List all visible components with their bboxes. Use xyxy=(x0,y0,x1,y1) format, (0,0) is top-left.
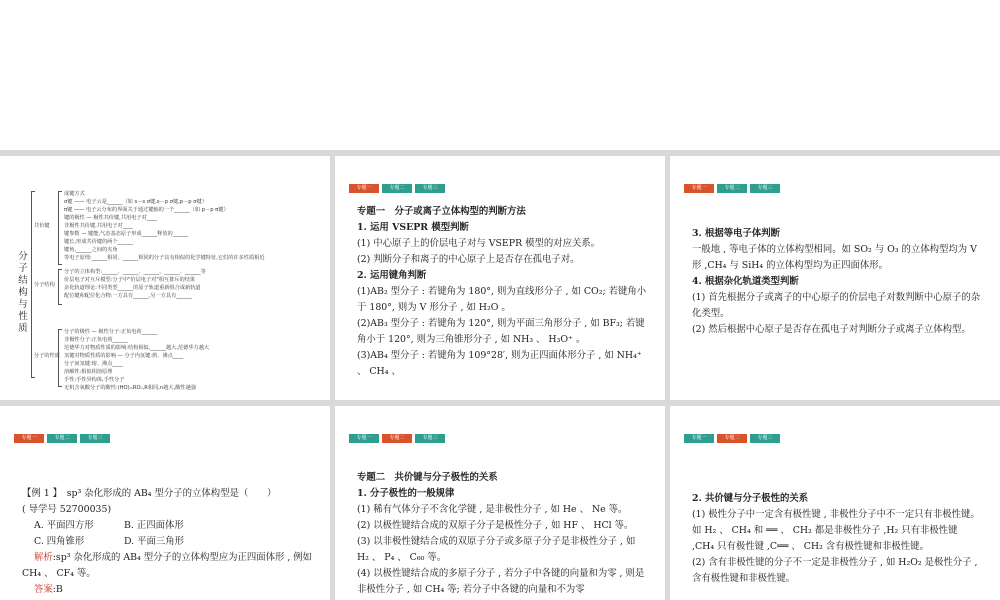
title-char: 子 xyxy=(18,263,28,274)
mind-map-item: π键 —— 电子云分布的界面关于通过键轴的一个______（如 p－p π键） xyxy=(64,207,229,213)
text-line: 1. 分子极性的一般规律 xyxy=(357,488,455,499)
slide-2-topic-1[interactable] xyxy=(335,156,665,400)
topic-tabs xyxy=(349,184,445,193)
tab-topic-2[interactable]: 专题二 xyxy=(382,434,412,443)
mind-map-item: 键的极性 — 极性共价键,共用电子对____ xyxy=(64,215,158,221)
tab-topic-3[interactable]: 专题三 xyxy=(415,434,445,443)
text-line: (1) 稀有气体分子不含化学键 , 是非极性分子 , 如 He 、 Ne 等。 xyxy=(357,504,628,515)
text-line: (1)AB₂ 型分子 : 若键角为 180°, 则为直线形分子 , 如 CO₂; 若键角小于 180°, 则为 V 形分子 , 如 H₂O 。 xyxy=(357,286,647,313)
topic-tabs xyxy=(14,434,110,443)
mind-map-item: 配位键和配位化合物:一方具有______,另一方具有______ xyxy=(64,293,192,299)
tab-topic-3[interactable]: 专题三 xyxy=(750,434,780,443)
slide-6-topic-2-cont[interactable] xyxy=(670,406,1000,600)
text-line: (1) 极性分子中一定含有极性键 , 非极性分子中不一定只有非极性键。如 H₂ 、 CH₄ 和 ══ 、 CH₂ 都是非极性分子 ,H₂ 只有非极性键 ,CH₄ 只有极性键 ,C══ 、 CH₂ 含有极性键和非极性键。 xyxy=(692,509,980,552)
mind-map-item: 无机含氧酸分子的酸性:(HO)ₘROₙ,R相同,n越大,酸性越强 xyxy=(64,385,196,391)
answer-label: 答案 xyxy=(34,584,53,595)
options-row-1 xyxy=(22,518,317,534)
text-line: (3) 以非极性键结合成的双原子分子或多原子分子是非极性分子 , 如 H₂ 、 P₄ 、 C₆₀ 等。 xyxy=(357,536,636,563)
text-line: 2. 运用键角判断 xyxy=(357,270,427,281)
text-line: 4. 根据杂化轨道类型判断 xyxy=(692,276,799,287)
mind-map-item: 分子间氢键:熔、沸点____ xyxy=(64,361,123,367)
mind-map-item: σ键 —— 电子云是______（如 s－s σ键,s－p σ键,p－p σ键） xyxy=(64,199,207,205)
group-bracket xyxy=(58,269,62,305)
answer xyxy=(22,582,317,598)
mind-map-item: 氢键对物质性质的影响 — 分子内氢键:熔、沸点____ xyxy=(64,353,184,359)
text-line: (2) 然后根据中心原子是否存在孤电子对判断分子或离子立体构型。 xyxy=(692,324,971,335)
option-d: D. 平面三角形 xyxy=(124,536,185,547)
slide-5-topic-2[interactable] xyxy=(335,406,665,600)
tab-topic-2[interactable]: 专题二 xyxy=(717,434,747,443)
example-ref: ( 导学号 52700035) xyxy=(22,504,112,515)
tab-topic-1[interactable]: 专题一 xyxy=(684,434,714,443)
mind-map-item: 分子的极性 — 极性分子:正负电荷______ xyxy=(64,329,158,335)
slide-4-example[interactable] xyxy=(0,406,330,600)
tab-topic-3[interactable]: 专题三 xyxy=(80,434,110,443)
title-char: 分 xyxy=(18,251,28,262)
slide-3-topic-1-cont[interactable] xyxy=(670,156,1000,400)
slide-6-text xyxy=(692,491,982,587)
tab-topic-1[interactable]: 专题一 xyxy=(684,184,714,193)
text-line: 专题二 共价键与分子极性的关系 xyxy=(357,472,498,483)
text-line: (2) 以极性键结合成的双原子分子是极性分子 , 如 HF 、 HCl 等。 xyxy=(357,520,634,531)
slide-2-text xyxy=(357,204,647,380)
slide-4-text xyxy=(22,486,317,598)
slide-3-text xyxy=(692,226,982,338)
text-line: 2. 共价键与分子极性的关系 xyxy=(692,493,809,504)
tab-topic-1[interactable]: 专题一 xyxy=(349,184,379,193)
title-char: 结 xyxy=(18,275,28,286)
analysis-text: :sp³ 杂化形成的 AB₄ 型分子的立体构型应为正四面体形 , 例如 CH₄ 、 CF₄ 等。 xyxy=(22,552,313,579)
top-blank-area xyxy=(0,0,1000,150)
mind-map-item: 键参数 — 键能,气态基态原子形成______释放的______ xyxy=(64,231,189,237)
tab-topic-3[interactable]: 专题三 xyxy=(750,184,780,193)
title-char: 质 xyxy=(18,323,28,334)
slide-5-text xyxy=(357,470,647,598)
mind-map-item: 非极性共价键,共用电子对____ xyxy=(64,223,134,229)
option-b: B. 正四面体形 xyxy=(124,520,184,531)
mind-map-item: 成键方式 xyxy=(64,191,85,197)
mind-map-item: 分子的立体构型:______、______、______、______、______等 xyxy=(64,269,206,275)
tab-topic-2[interactable]: 专题二 xyxy=(47,434,77,443)
option-c: C. 四角锥形 xyxy=(34,536,85,547)
text-line: 专题一 分子或离子立体构型的判断方法 xyxy=(357,206,526,217)
mind-map-item: 非极性分子:正负电荷______ xyxy=(64,337,128,343)
option-a: A. 平面四方形 xyxy=(34,520,94,531)
text-line: (1) 中心原子上的价层电子对与 VSEPR 模型的对应关系。 xyxy=(357,238,601,249)
group-label: 分子结构 xyxy=(34,282,55,288)
example-question: 【例 1 】 sp³ 杂化形成的 AB₄ 型分子的立体构型是（ ） xyxy=(22,488,277,499)
slide-1-mind-map[interactable] xyxy=(0,156,330,400)
mind-map-title xyxy=(18,251,28,335)
text-line: (2) 含有非极性键的分子不一定是非极性分子 , 如 H₂O₂ 是极性分子 , 含有极性键和非极性键。 xyxy=(692,557,978,584)
tab-topic-2[interactable]: 专题二 xyxy=(382,184,412,193)
text-line: 一般地 , 等电子体的立体构型相同。如 SO₂ 与 O₃ 的立体构型均为 V 形 ,CH₄ 与 SiH₄ 的立体构型均为正四面体形。 xyxy=(692,244,977,271)
mind-map-item: 溶解性:相似相溶原理 xyxy=(64,369,113,375)
topic-tabs xyxy=(349,434,445,443)
text-line: (1) 首先根据分子或离子的中心原子的价层电子对数判断中心原子的杂化类型。 xyxy=(692,292,981,319)
mind-map-item: 键角,______之间的夹角 xyxy=(64,247,118,253)
options-row-2 xyxy=(22,534,317,550)
mind-map-item: 等电子原理:______相同、______相同的分子具有相似的化学键特征,它们的许多性质相近 xyxy=(64,255,265,261)
title-char: 性 xyxy=(18,311,28,322)
group-bracket xyxy=(58,329,62,387)
text-line: (3)AB₄ 型分子 : 若键角为 109°28′, 则为正四面体形分子 , 如 NH₄⁺ 、 CH₄ 、 xyxy=(357,350,642,377)
group-label: 共价键 xyxy=(34,223,50,229)
title-char: 构 xyxy=(18,287,28,298)
text-line: (2)AB₃ 型分子 : 若键角为 120°, 则为平面三角形分子 , 如 BF₃; 若键角小于 120°, 则为三角锥形分子 , 如 NH₃ 、 H₃O⁺ 。 xyxy=(357,318,645,345)
topic-tabs xyxy=(684,434,780,443)
text-line: (4) 以极性键结合成的多原子分子 , 若分子中各键的向量和为零 , 则是非极性分子 , 如 CH₄ 等; 若分子中各键的向量和不为零 xyxy=(357,568,645,595)
title-char: 与 xyxy=(18,299,28,310)
mind-map-item: 范德华力对物质性质的影响:结构相似,______越大,范德华力越大 xyxy=(64,345,210,351)
text-line: 1. 运用 VSEPR 模型判断 xyxy=(357,222,469,233)
answer-text: :B xyxy=(52,584,63,595)
topic-tabs xyxy=(684,184,780,193)
mind-map-item: 手性:手性异构体,手性分子 xyxy=(64,377,125,383)
text-line: 3. 根据等电子体判断 xyxy=(692,228,781,239)
analysis xyxy=(22,550,317,582)
mind-map-item: 价层电子对互斥模型:分子中"价层电子对"相互排斥的结果 xyxy=(64,277,196,283)
mind-map-item: 杂化轨道理论:不同类型______的原子轨道重新组合成新轨道 xyxy=(64,285,201,291)
text-line: (2) 判断分子和离子的中心原子上是否存在孤电子对。 xyxy=(357,254,580,265)
tab-topic-1[interactable]: 专题一 xyxy=(14,434,44,443)
group-bracket xyxy=(58,191,62,265)
analysis-label: 解析 xyxy=(34,552,53,563)
group-label: 分子的性质 xyxy=(34,353,60,359)
mind-map-item: 键长,形成共价键的两个______ xyxy=(64,239,134,245)
tab-topic-1[interactable]: 专题一 xyxy=(349,434,379,443)
tab-topic-2[interactable]: 专题二 xyxy=(717,184,747,193)
tab-topic-3[interactable]: 专题三 xyxy=(415,184,445,193)
